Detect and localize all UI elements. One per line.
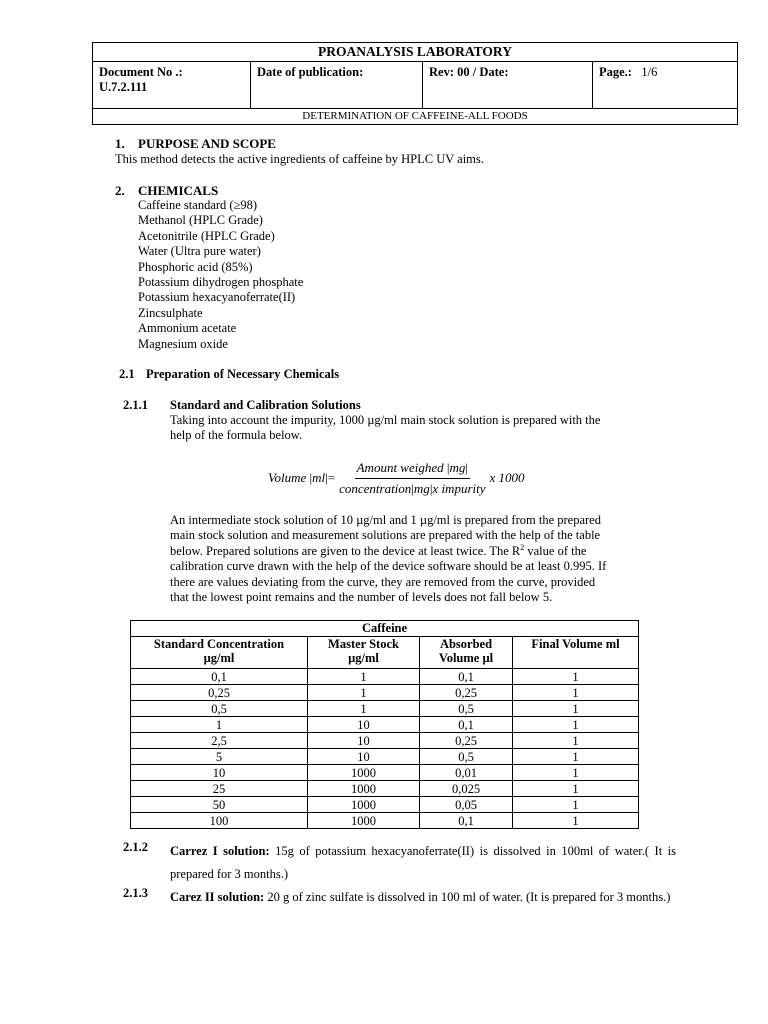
formula-fraction: [337, 460, 487, 497]
section-2-1-1-text: [170, 413, 600, 444]
table-cell: 50: [131, 797, 308, 813]
table-cell: 0,5: [420, 749, 513, 765]
text-line: main stock solution and measurement solutions are prepared with the help of the table: [170, 528, 601, 543]
section-2-1-3-number: 2.1.3: [123, 886, 148, 900]
table-row: [131, 685, 639, 701]
formula-lhs: Volume: [268, 470, 307, 485]
section-2-1-1-number: 2.1.1: [123, 398, 148, 412]
list-item: Phosphoric acid (85%): [138, 259, 253, 274]
numerator-text: Amount weighed: [356, 459, 444, 475]
table-cell: 0,1: [131, 669, 308, 685]
header-line: Standard Concentration: [153, 637, 285, 651]
section-2-number: 2.: [115, 183, 125, 198]
table-cell: 0,5: [131, 701, 308, 717]
table-cell: 0,25: [420, 685, 513, 701]
table-cell: 1: [131, 717, 308, 733]
table-row: [131, 733, 639, 749]
table-row: [131, 781, 639, 797]
table-cell: 1: [513, 797, 639, 813]
text-line: [170, 544, 606, 559]
table-row: [131, 749, 639, 765]
section-2-1-number: 2.1: [119, 367, 135, 381]
table-cell: 1: [513, 749, 639, 765]
text-line: there are values deviating from the curve, they are removed from the curve, provided: [170, 574, 596, 589]
text-line: calibration curve drawn with the help of the device software should be at least 0.995. If: [170, 559, 607, 574]
section-2-heading: [115, 183, 218, 199]
table-cell: 1: [513, 765, 639, 781]
table-row: [131, 669, 639, 685]
table-cell: 1000: [308, 813, 420, 829]
table-cell: 1: [308, 701, 420, 717]
table-header: [308, 637, 420, 669]
list-item: Potassium dihydrogen phosphate: [138, 275, 304, 290]
header-info-row: [93, 62, 737, 109]
numerator-unit: mg: [449, 459, 466, 475]
table-header: [513, 637, 639, 669]
denominator-text: concentration: [339, 480, 412, 496]
table-cell: 100: [131, 813, 308, 829]
formula-multiplier: x 1000: [489, 470, 525, 485]
table-cell: 0,25: [420, 733, 513, 749]
publication-date-cell: [251, 62, 423, 108]
revision-label: Rev: 00 / Date:: [429, 65, 509, 79]
section-2-1-heading: [119, 367, 339, 382]
table-cell: 1: [513, 813, 639, 829]
text-line: An intermediate stock solution of 10 µg/ml and 1 µg/ml is prepared from the prepared: [170, 513, 601, 527]
text-line: help of the formula below.: [170, 428, 303, 443]
list-item: Magnesium oxide: [138, 336, 228, 351]
document-subtitle: DETERMINATION OF CAFFEINE-ALL FOODS: [302, 110, 528, 122]
table-cell: 0,05: [420, 797, 513, 813]
table-cell: 1000: [308, 781, 420, 797]
list-item: Acetonitrile (HPLC Grade): [138, 228, 275, 243]
revision-cell: [423, 62, 593, 108]
calibration-paragraph: [170, 513, 606, 605]
table-cell: 1: [513, 701, 639, 717]
section-1-heading: [115, 136, 276, 152]
table-cell: 10: [308, 717, 420, 733]
page-number: 1/6: [641, 65, 658, 79]
table-header: [420, 637, 513, 669]
header-line: µg/ml: [348, 651, 379, 665]
table-body: [131, 669, 639, 829]
table-cell: 25: [131, 781, 308, 797]
table-cell: 0,5: [420, 701, 513, 717]
list-item: Methanol (HPLC Grade): [138, 213, 263, 228]
carrez-1-description: 15g of potassium hexacyanoferrate(II) is dissolved in 100ml of water.( It is prepared for 3 months.): [170, 844, 676, 881]
header-line: Final Volume ml: [531, 637, 620, 651]
table-cell: 10: [308, 733, 420, 749]
table-row: [131, 797, 639, 813]
text-line: Taking into account the impurity, 1000 µg/ml main stock solution is prepared with the: [170, 413, 601, 427]
page-label: Page.:: [599, 65, 632, 79]
section-1-title: PURPOSE AND SCOPE: [138, 136, 276, 151]
table-cell: 2,5: [131, 733, 308, 749]
table-row: [131, 813, 639, 829]
section-2-1-3-text: [170, 886, 676, 909]
carrez-2-label: Carez II solution:: [170, 890, 265, 904]
denominator-unit: mg: [413, 480, 430, 496]
list-item: Ammonium acetate: [138, 321, 237, 336]
section-2-1-1-heading: [123, 398, 361, 413]
text-line-part: value of the: [524, 543, 587, 558]
doc-no-label: Document No .:: [99, 65, 183, 79]
doc-no-value: U.7.2.111: [99, 80, 148, 94]
section-2-1-1-title: Standard and Calibration Solutions: [170, 398, 361, 412]
header-line: Volume µl: [438, 651, 494, 665]
table-row: [131, 701, 639, 717]
section-2-title: CHEMICALS: [138, 183, 219, 198]
header-line: Absorbed: [439, 637, 493, 651]
carrez-2-description: 20 g of zinc sulfate is dissolved in 100 ml of water. (It is prepared for 3 months.): [264, 890, 671, 904]
formula-equals: =: [327, 470, 336, 485]
caffeine-table: [130, 620, 639, 829]
table-row: [131, 717, 639, 733]
document-number-cell: [93, 62, 251, 108]
table-header: [131, 637, 308, 669]
formula-denominator: concentration|mg|x impurity: [339, 480, 486, 496]
table-cell: 0,01: [420, 765, 513, 781]
table-cell: 0,1: [420, 717, 513, 733]
list-item: Water (Ultra pure water): [138, 244, 261, 259]
table-cell: 1: [513, 685, 639, 701]
text-line-part: below. Prepared solutions are given to the device at least twice. The R: [170, 543, 521, 558]
r-squared-superscript: 2: [520, 542, 525, 552]
document-header: [92, 42, 738, 125]
denominator-impurity: x impurity: [432, 480, 486, 496]
section-2-1-2-text: [170, 840, 676, 886]
table-row: [131, 765, 639, 781]
table-cell: 1000: [308, 765, 420, 781]
header-line: µg/ml: [203, 651, 235, 665]
section-2-1-2-number: 2.1.2: [123, 840, 148, 854]
text-line: that the lowest point remains and the number of levels does not fall below 5.: [170, 590, 553, 605]
table-cell: 0,1: [420, 813, 513, 829]
table-cell: 1: [513, 717, 639, 733]
section-1-number: 1.: [115, 136, 125, 151]
section-2-1-title: Preparation of Necessary Chemicals: [146, 367, 340, 381]
table-cell: 0,1: [420, 669, 513, 685]
page-cell: [593, 62, 737, 108]
publication-date-label: Date of publication:: [257, 65, 364, 79]
table-cell: 1000: [308, 797, 420, 813]
section-1-text: This method detects the active ingredients of caffeine by HPLC UV aims.: [115, 152, 484, 166]
table-cell: 10: [131, 765, 308, 781]
table-caption: Caffeine: [131, 621, 639, 637]
list-item: Potassium hexacyanoferrate(II): [138, 290, 296, 305]
lab-title: PROANALYSIS LABORATORY: [93, 43, 737, 62]
table-cell: 1: [308, 669, 420, 685]
table-cell: 0,025: [420, 781, 513, 797]
table-cell: 1: [513, 733, 639, 749]
formula-lhs-unit: ml: [312, 470, 326, 485]
table-cell: 10: [308, 749, 420, 765]
formula-numerator: Amount weighed |mg|: [355, 460, 470, 479]
list-item: Caffeine standard (≥98): [138, 198, 258, 212]
header-line: Master Stock: [328, 637, 399, 651]
chemicals-list: [138, 198, 303, 352]
carrez-1-label: Carrez I solution:: [170, 844, 270, 858]
table-cell: 1: [513, 669, 639, 685]
table-cell: 1: [308, 685, 420, 701]
list-item: Zincsulphate: [138, 305, 203, 320]
volume-formula: Volume | ml | = $\frac{\text{Amount weighed |mg|}}{\text{concentration|mg|x impurity}}$ x 1000: [268, 459, 525, 496]
table-cell: 0,25: [131, 685, 308, 701]
table-cell: 5: [131, 749, 308, 765]
table-cell: 1: [513, 781, 639, 797]
